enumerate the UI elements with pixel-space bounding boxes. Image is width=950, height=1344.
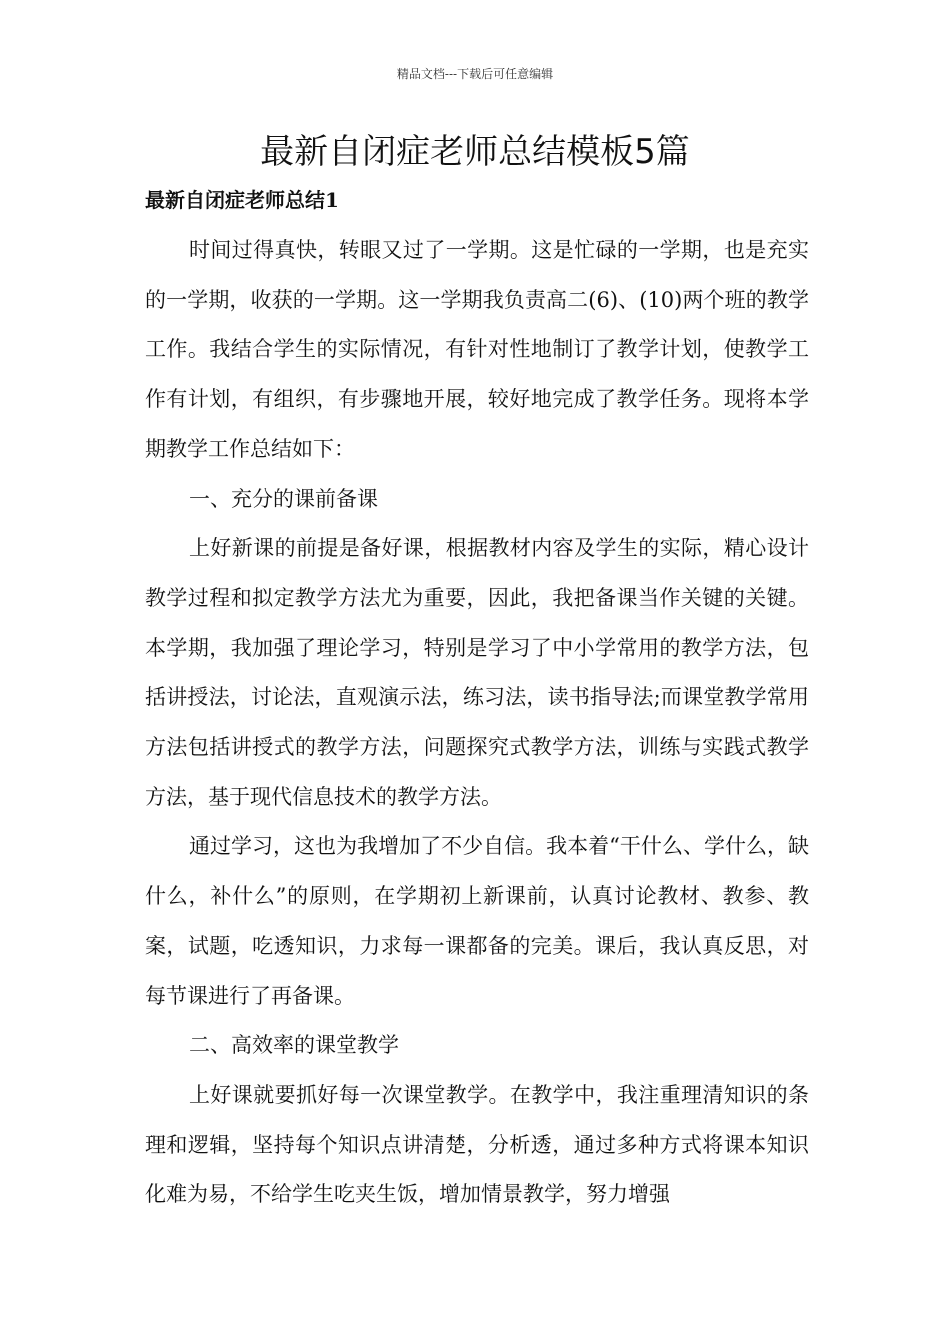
paragraph: 上好新课的前提是备好课，根据教材内容及学生的实际，精心设计教学过程和拟定教学方法尤为重要，因此，我把备课当作关键的关键。本学期，我加强了理论学习，特别是学习了中小学常用的教学方法，包括讲授法，讨论法，直观演示法，练习法，读书指导法;而课堂教学常用方法包括讲授式的教学方法，问题探究式教学方法，训练与实践式教学方法，基于现代信息技术的教学方法。	[145, 536, 809, 809]
paragraph: 上好课就要抓好每一次课堂教学。在教学中，我注重理清知识的条理和逻辑，坚持每个知识点讲清楚，分析透，通过多种方式将课本知识化难为易，不给学生吃夹生饭，增加情景教学，努力增强	[145, 1082, 809, 1207]
paragraph: 通过学习，这也为我增加了不少自信。我本着“干什么、学什么，缺什么，补什么”的原则，在学期初上新课前，认真讨论教材、教参、教案，试题，吃透知识，力求每一课都备的完美。课后，我认真反思，对每节课进行了再备课。	[145, 834, 809, 1008]
document-body	[145, 226, 809, 1220]
header-note: 精品文档---下载后可任意编辑	[396, 67, 554, 81]
subheading: 一、充分的课前备课	[189, 486, 378, 511]
document-title: 最新自闭症老师总结模板5篇	[260, 132, 690, 172]
section-title: 最新自闭症老师总结1	[145, 188, 339, 212]
subheading: 二、高效率的课堂教学	[189, 1033, 399, 1058]
paragraph: 时间过得真快，转眼又过了一学期。这是忙碌的一学期，也是充实的一学期，收获的一学期。这一学期我负责高二(6)、(10)两个班的教学工作。我结合学生的实际情况，有针对性地制订了教学计划，使教学工作有计划，有组织，有步骤地开展，较好地完成了教学任务。现将本学期教学工作总结如下：	[145, 238, 809, 461]
